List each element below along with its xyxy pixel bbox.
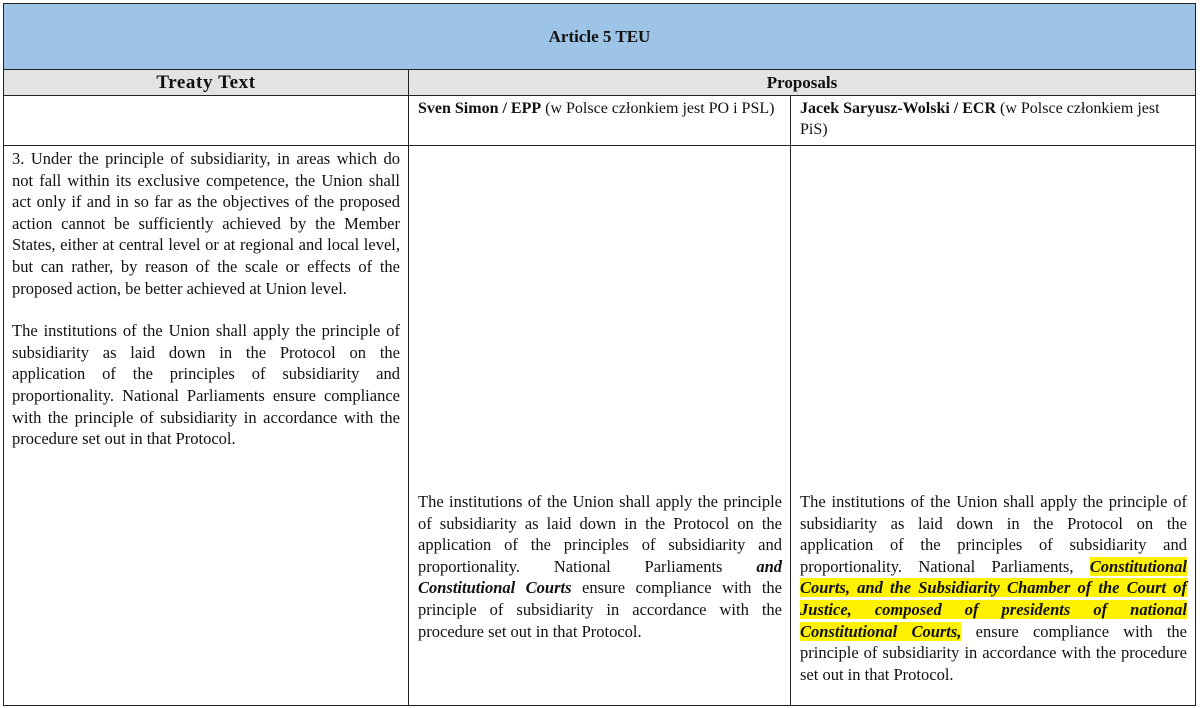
treaty-paragraph-2: The institutions of the Union shall apply the principle of subsidiarity as laid down in the Protocol on the application of the principles of subsidiarity and proportionality. National Parliaments ensure compliance with the principle of subsidiarity in accordance with the procedure set out in that Protocol. xyxy=(12,321,400,449)
epp-text-start: The institutions of the Union shall apply the principle of subsidiarity as laid down in the Protocol on the application of the principles of subsidiarity and proportionality. National Parliaments xyxy=(418,492,782,576)
header-row xyxy=(4,70,1195,96)
ecr-note: (w Polsce członkiem jest PiS) xyxy=(800,100,1160,138)
epp-note: (w Polsce członkiem jest PO i PSL) xyxy=(541,100,775,117)
treaty-text-header: Treaty Text xyxy=(4,70,409,95)
table-title: Article 5 TEU xyxy=(4,4,1195,70)
epp-proposal-text xyxy=(418,491,782,642)
epp-text-end: ensure compliance with the principle of subsidiarity in accordance with the procedure set out in that Protocol. xyxy=(418,578,782,641)
ecr-text-end: ensure compliance with the principle of subsidiarity in accordance with the procedure set out in that Protocol. xyxy=(800,621,1187,684)
ecr-author-cell xyxy=(791,96,1195,145)
treaty-paragraph-1: 3. Under the principle of subsidiarity, in areas which do not fall within its exclusive competence, the Union shall act only if and in so far as the objectives of the proposed action cannot be sufficiently achieved by the Member States, either at central level or at regional and local level, but can rather, by reason of the scale or effects of the proposed action, be better achieved at Union level. xyxy=(12,149,400,298)
epp-emphasis: and Constitutional Courts xyxy=(418,556,782,598)
ecr-proposal-cell xyxy=(791,146,1195,705)
comparison-table xyxy=(3,3,1196,706)
proposal-authors-row xyxy=(4,96,1195,146)
treaty-text-cell xyxy=(4,146,409,705)
proposals-header: Proposals xyxy=(766,72,838,92)
empty-cell xyxy=(4,96,409,145)
ecr-proposal-text xyxy=(800,491,1187,685)
ecr-text-start: The institutions of the Union shall apply the principle of subsidiarity as laid down in the Protocol on the application of the principles of subsidiarity and proportionality. National Parliaments, xyxy=(800,492,1187,576)
epp-author-cell xyxy=(409,96,791,145)
ecr-author: Jacek Saryusz-Wolski / ECR xyxy=(800,100,997,117)
epp-author: Sven Simon / EPP xyxy=(418,100,542,117)
epp-proposal-cell xyxy=(409,146,791,705)
ecr-highlight: Constitutional Courts, and the Subsidiarity Chamber of the Court of Justice, composed of presidents of national Constitutional Courts, xyxy=(800,556,1187,641)
content-row xyxy=(4,146,1195,705)
